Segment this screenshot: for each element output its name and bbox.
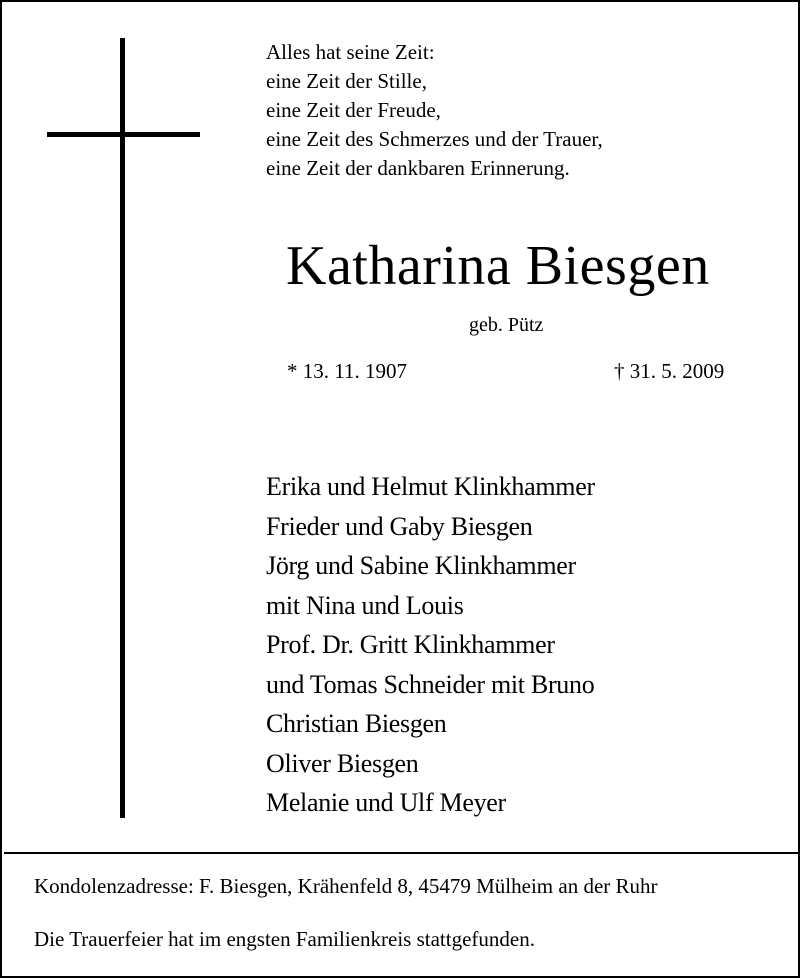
poem-line: eine Zeit der Freude, <box>266 98 441 122</box>
poem-line: eine Zeit der Stille, <box>266 69 427 93</box>
maiden-name: geb. Pütz <box>469 314 544 336</box>
mourner-line: Jörg und Sabine Klinkhammer <box>266 551 576 580</box>
poem-line: eine Zeit des Schmerzes und der Trauer, <box>266 127 603 151</box>
mourner-line: Christian Biesgen <box>266 709 447 738</box>
ceremony-note: Die Trauerfeier hat im engsten Familienkreis stattgefunden. <box>34 927 535 951</box>
condolence-address: Kondolenzadresse: F. Biesgen, Krähenfeld 8, 45479 Mülheim an der Ruhr <box>34 874 658 898</box>
mourner-line: Frieder und Gaby Biesgen <box>266 511 533 541</box>
mourner-line: und Tomas Schneider mit Bruno <box>266 669 595 699</box>
poem <box>266 38 603 183</box>
poem-line: eine Zeit der dankbaren Erinnerung. <box>266 156 570 180</box>
cross-icon-horizontal-bar <box>47 132 200 137</box>
mourners-list <box>266 467 595 823</box>
mourner-line: Oliver Biesgen <box>266 748 419 778</box>
mourner-line: mit Nina und Louis <box>266 590 464 620</box>
deceased-name: Katharina Biesgen <box>286 235 710 297</box>
death-date: † 31. 5. 2009 <box>614 359 725 383</box>
mourner-line: Prof. Dr. Gritt Klinkhammer <box>266 630 555 659</box>
divider <box>4 852 800 854</box>
cross-icon-vertical-bar <box>120 38 125 818</box>
poem-line: Alles hat seine Zeit: <box>266 40 435 64</box>
mourner-line: Erika und Helmut Klinkhammer <box>266 472 595 501</box>
birth-date: * 13. 11. 1907 <box>287 359 407 383</box>
mourner-line: Melanie und Ulf Meyer <box>266 788 506 817</box>
